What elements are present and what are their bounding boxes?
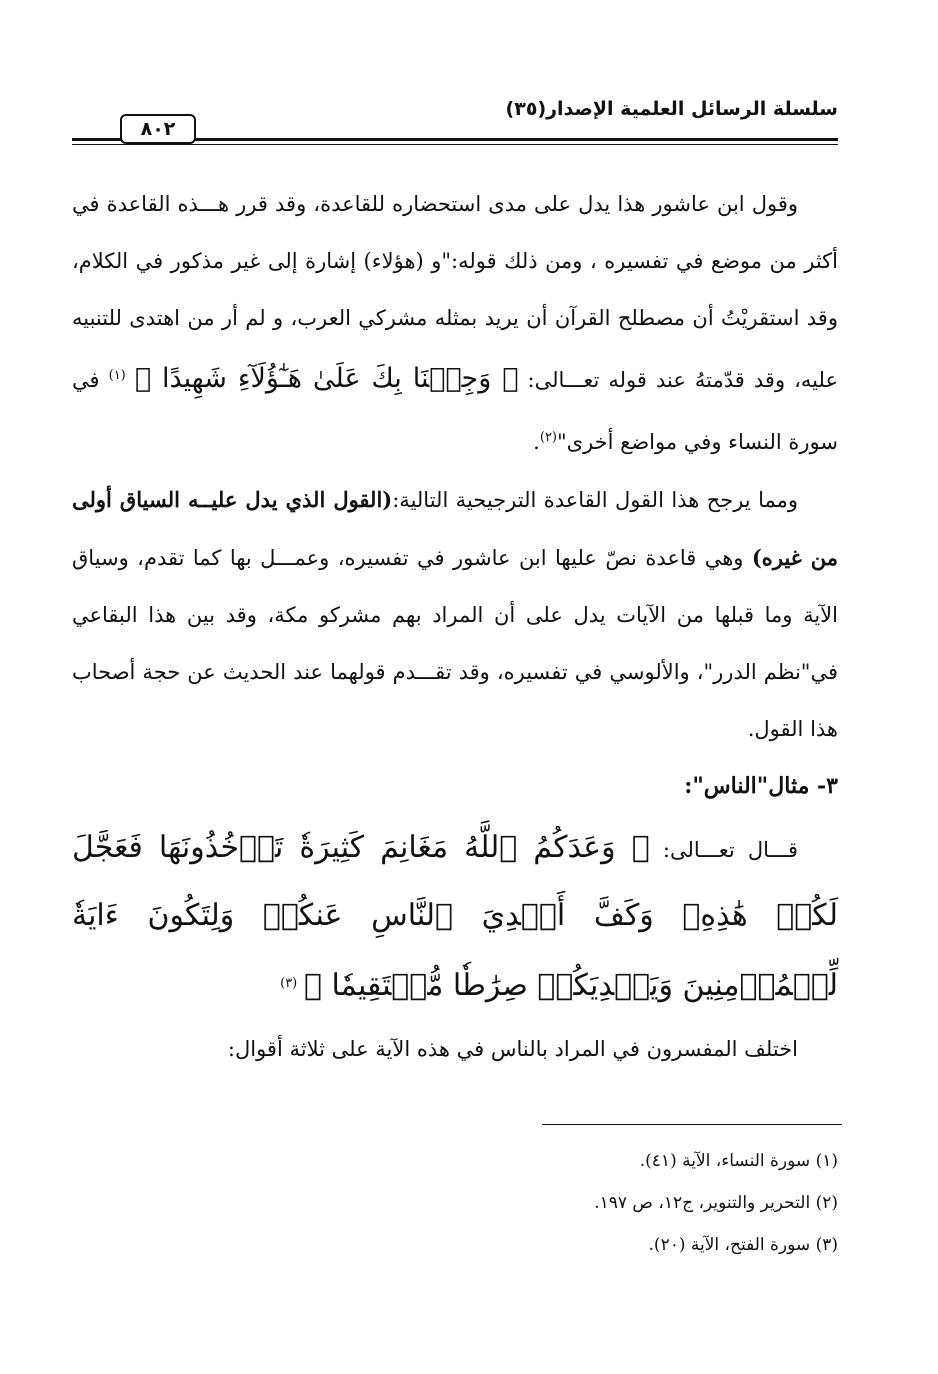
footnote-2: (٢) التحرير والتنوير، ج١٢، ص ١٩٧. [594,1193,838,1213]
footnotes [72,1140,838,1266]
paragraph-4: اختلف المفسرون في المراد بالناس في هذه الآية على ثلاثة أقوال: [227,1037,798,1061]
paragraph-1-end: . [533,430,540,454]
paragraph-2-text: وهي قاعدة نصّ عليها ابن عاشور في تفسيره، وعمـــل بها كما تقدم، وسياق الآية وما قبلها من الآيات يدل على أن المراد بهم مشركو مكة، وقد بين هذا البقاعي في"نظم الدرر"، والألوسي في تفسيره، وقد تقـــدم قولهما عند الحديث عن حجة أصحاب هذا القول. [72,546,838,741]
header-rule-thin [72,144,838,145]
paragraph-2 [72,471,838,758]
quran-verse-fath: ﴿ وَعَدَكُمُ ٱللَّهُ مَغَانِمَ كَثِيرَةٗ تَأۡخُذُونَهَا فَعَجَّلَ لَكُمۡ هَٰذِهِۦ وَكَفَّ أَيۡدِيَ ٱلنَّاسِ عَنكُمۡ وَلِتَكُونَ ءَايَةٗ لِّلۡمُؤۡمِنِينَ وَيَهۡدِيَكُمۡ صِرَٰطٗا مُّسۡتَقِيمٗا ﴾ [72,830,838,1003]
paragraph-1 [72,176,838,471]
main-text [72,176,838,1078]
page-number: ٨٠٢ [120,114,196,144]
paragraph-3-lead: قـــال تعـــالى: [649,838,798,862]
footnote-ref-1: (١) [108,368,126,383]
footnote-ref-2: (٢) [539,430,557,445]
tarjih-rule: (القول الذي يدل عليــه السياق أولى من غيره) [72,487,839,570]
section-heading: ٣- مثال"الناس": [684,773,838,799]
paragraph-1-text: وقول ابن عاشور هذا يدل على مدى استحضاره للقاعدة، وقد قرر هـــذه القاعدة في أكثر من موضع في تفسيره ، ومن ذلك قوله:"و (هؤلاء) إشارة إلى غير مذكور في الكلام، وقد استقريْتُ أن مصطلح القرآن أن يريد بمثله مشركي العرب، و لم أر من اهتدى للتنبيه عليه، وقد قدّمتهُ عند قوله تعـــالى: [72,192,838,392]
footnote-3: (٣) سورة الفتح، الآية (٢٠). [648,1235,838,1255]
page-header [72,96,838,156]
quran-verse-nisa: ﴿ وَجِئۡنَا بِكَ عَلَىٰ هَـٰٓؤُلَآءِ شَهِيدًا ﴾ [134,363,519,394]
paragraph-2-lead: ومما يرجح هذا القول القاعدة الترجيحية التالية: [392,488,798,512]
footnote-1: (١) سورة النساء، الآية (٤١). [639,1151,838,1171]
footnote-separator [542,1124,842,1125]
footnote-ref-3: (٣) [280,976,298,991]
paragraph-3 [72,815,838,1021]
series-title: سلسلة الرسائل العلمية الإصدار(٣٥) [505,98,838,120]
paragraph-1-tail: في سورة النساء وفي مواضع أخرى" [72,368,838,454]
